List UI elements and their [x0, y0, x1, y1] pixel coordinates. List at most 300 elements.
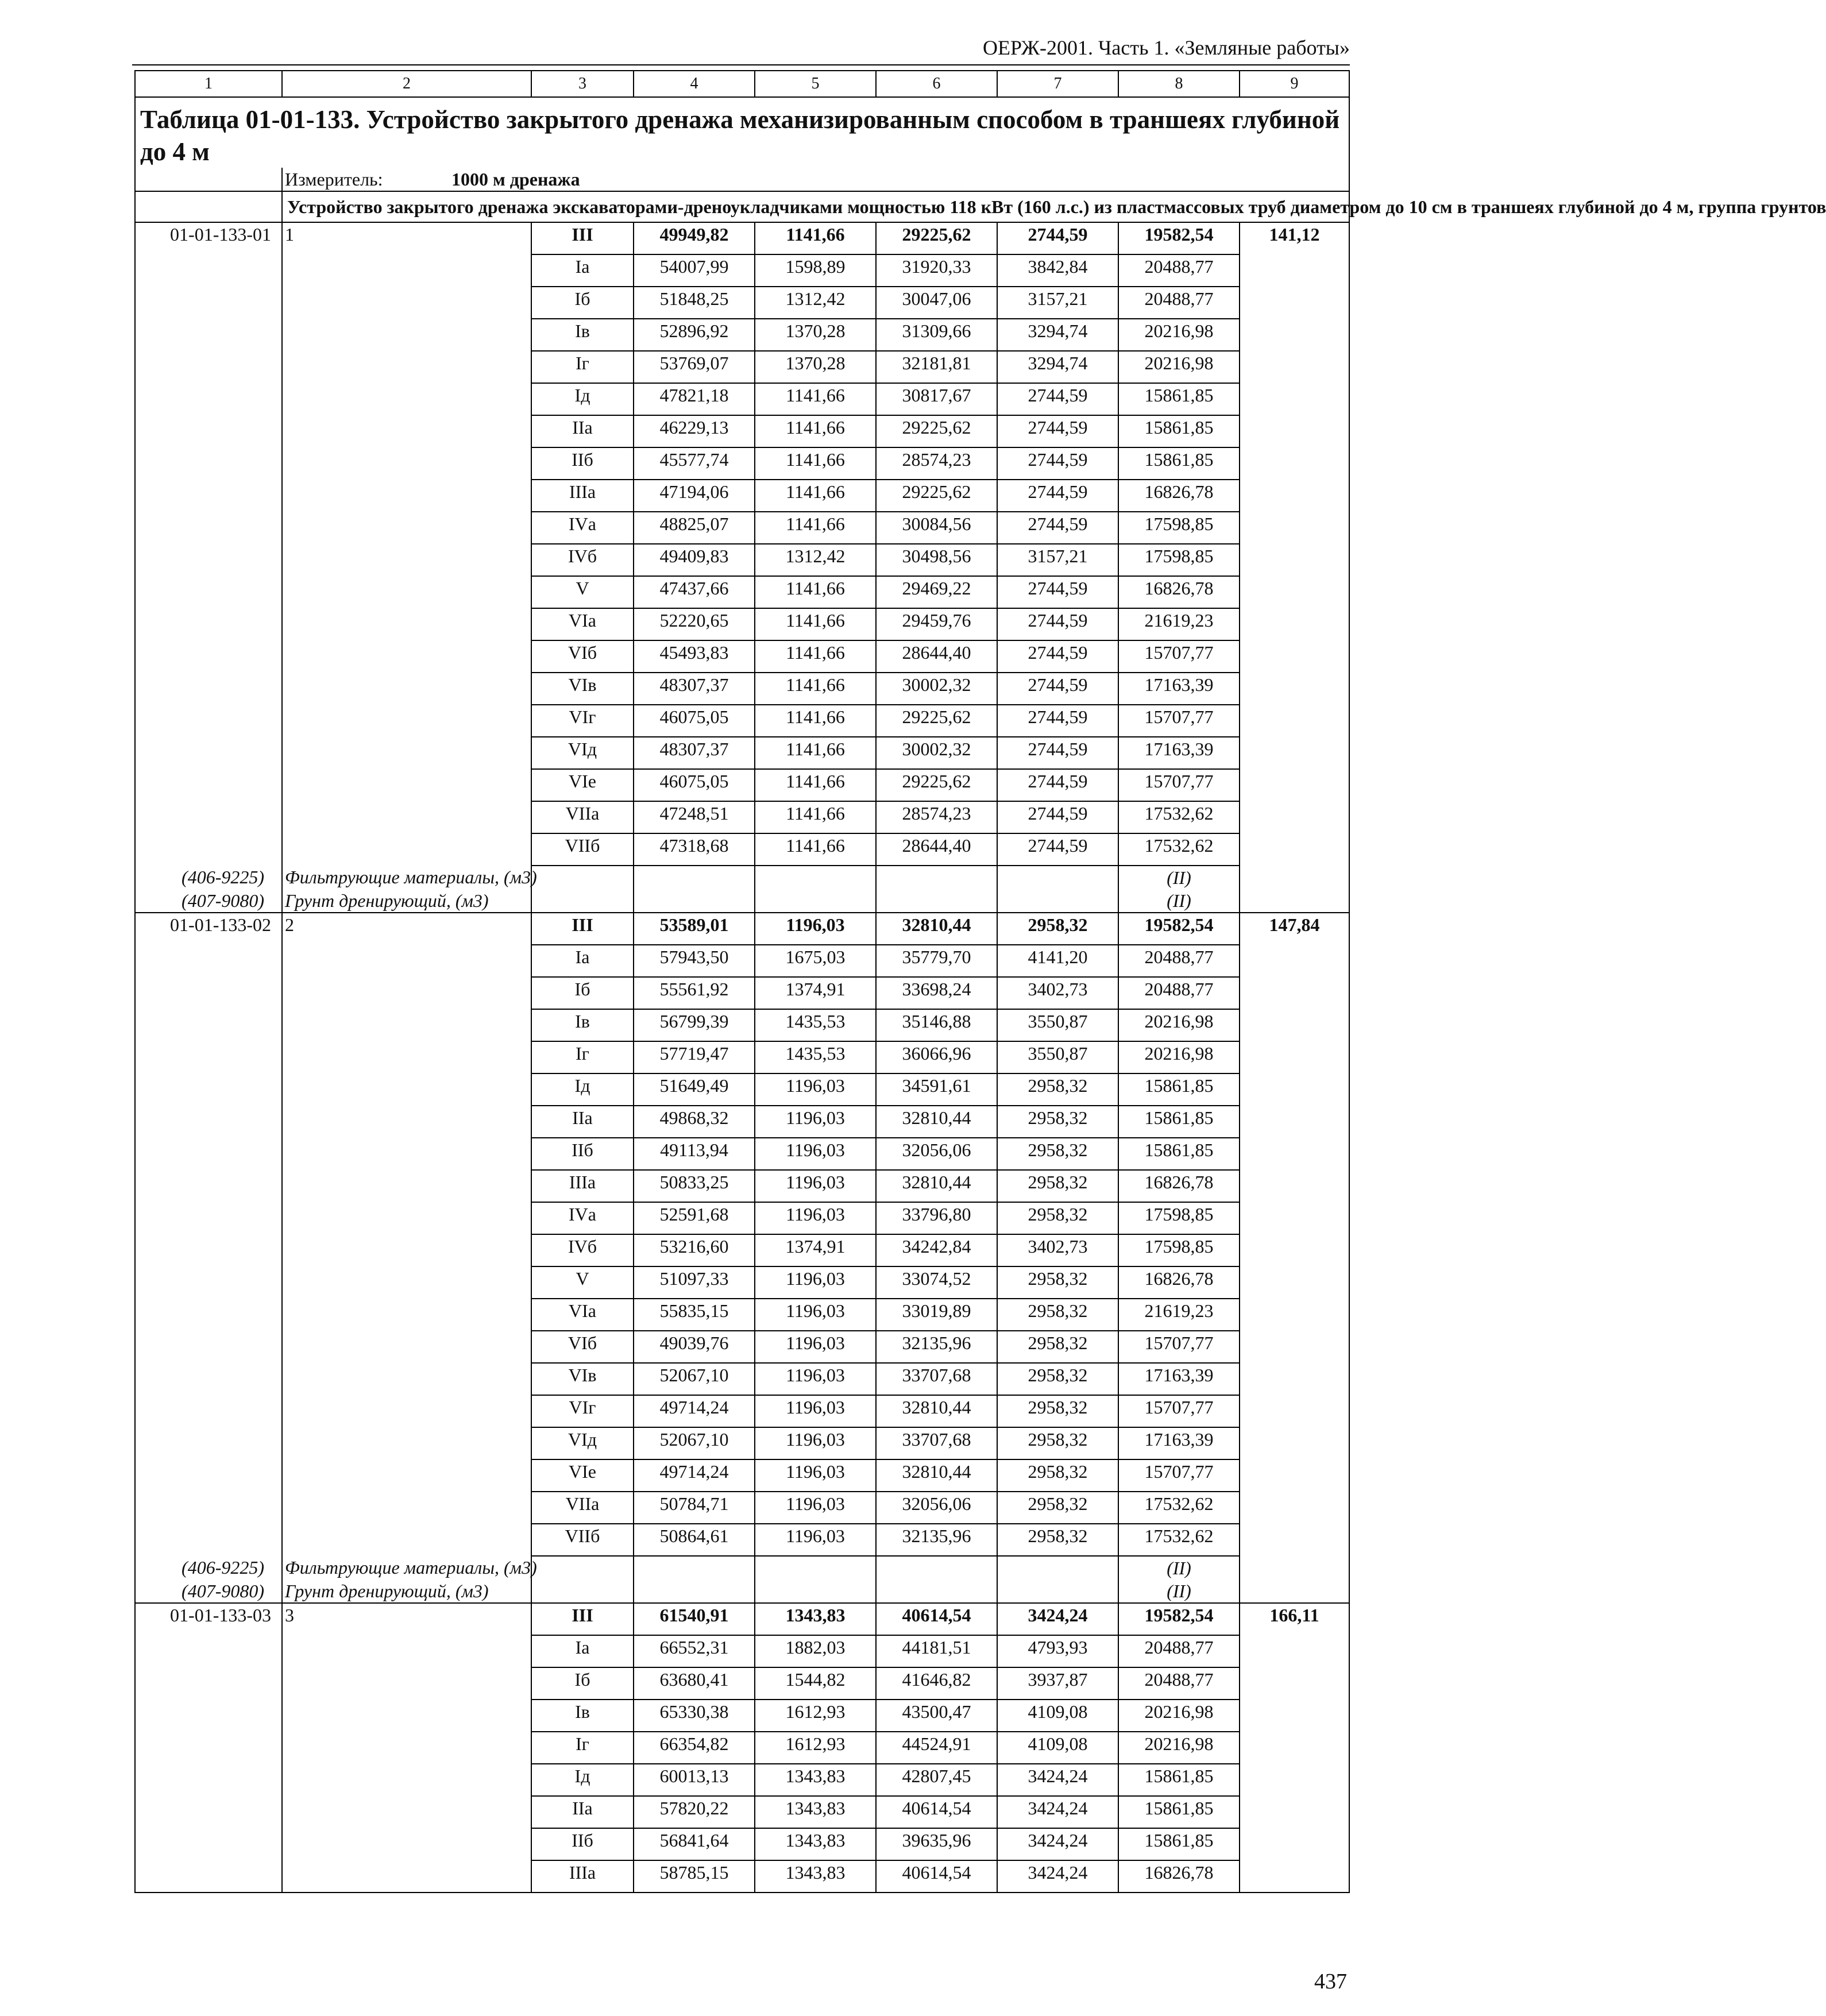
resource-name: Фильтрующие материалы, (м3) — [282, 1556, 531, 1579]
labor-empty — [1240, 977, 1349, 1009]
rate-number-empty — [282, 415, 531, 447]
rate-number: 3 — [282, 1603, 531, 1635]
soil-group: VIб — [531, 640, 634, 673]
value-cell: 1141,66 — [755, 383, 876, 415]
value-cell: 55835,15 — [634, 1299, 755, 1331]
value-cell: 16826,78 — [1118, 480, 1240, 512]
value-cell: 32810,44 — [876, 913, 997, 945]
value-cell: 17598,85 — [1118, 544, 1240, 576]
value-cell: 1374,91 — [755, 1234, 876, 1266]
labor-empty — [1240, 1266, 1349, 1299]
value-cell: 39635,96 — [876, 1828, 997, 1860]
value-cell: 1141,66 — [755, 480, 876, 512]
value-cell: 2744,59 — [997, 383, 1118, 415]
table-row — [135, 977, 1349, 1009]
value-cell: 2958,32 — [997, 1106, 1118, 1138]
value-cell: 1544,82 — [755, 1667, 876, 1700]
value-cell: 1141,66 — [755, 512, 876, 544]
title-cell — [135, 97, 1349, 168]
table-row — [135, 1667, 1349, 1700]
value-cell: 49714,24 — [634, 1459, 755, 1492]
soil-group: VIб — [531, 1331, 634, 1363]
soil-group: IIIа — [531, 480, 634, 512]
rate-code: 01-01-133-01 — [135, 222, 282, 254]
value-cell: 2958,32 — [997, 1170, 1118, 1202]
labor-empty — [1240, 1106, 1349, 1138]
rate-number-empty — [282, 737, 531, 769]
value-cell: 56799,39 — [634, 1009, 755, 1041]
description-row — [135, 191, 1349, 222]
column-number: 4 — [634, 71, 755, 97]
column-number: 6 — [876, 71, 997, 97]
rate-number-empty — [282, 640, 531, 673]
value-cell: 17598,85 — [1118, 1234, 1240, 1266]
rate-code-empty — [135, 1106, 282, 1138]
value-cell: 2744,59 — [997, 705, 1118, 737]
rate-number-empty — [282, 383, 531, 415]
value-cell: 42807,45 — [876, 1764, 997, 1796]
value-cell: 17598,85 — [1118, 512, 1240, 544]
value-cell: 30817,67 — [876, 383, 997, 415]
value-cell: 61540,91 — [634, 1603, 755, 1635]
labor-empty — [1240, 1828, 1349, 1860]
value-cell: 3937,87 — [997, 1667, 1118, 1700]
table-row — [135, 1202, 1349, 1234]
table-row — [135, 801, 1349, 833]
value-cell: 1435,53 — [755, 1009, 876, 1041]
soil-group: Iд — [531, 1073, 634, 1106]
table-row — [135, 1299, 1349, 1331]
soil-group: Iа — [531, 1635, 634, 1667]
soil-group: III — [531, 913, 634, 945]
value-cell: 45493,83 — [634, 640, 755, 673]
rate-code-empty — [135, 1299, 282, 1331]
table-row — [135, 480, 1349, 512]
value-cell: 51097,33 — [634, 1266, 755, 1299]
rate-code-empty — [135, 608, 282, 640]
table-row — [135, 705, 1349, 737]
rate-number-empty — [282, 480, 531, 512]
labor-empty — [1240, 1635, 1349, 1667]
soil-group: IIб — [531, 1828, 634, 1860]
value-cell: 65330,38 — [634, 1700, 755, 1732]
rate-number-empty — [282, 576, 531, 608]
rate-code-empty — [135, 1764, 282, 1796]
value-cell: 57719,47 — [634, 1041, 755, 1073]
value-cell: 40614,54 — [876, 1796, 997, 1828]
resource-row — [135, 866, 1349, 889]
document-header: ОЕРЖ-2001. Часть 1. «Земляные работы» — [983, 36, 1350, 59]
rate-number: 2 — [282, 913, 531, 945]
value-cell: 1141,66 — [755, 608, 876, 640]
rate-number-empty — [282, 1860, 531, 1893]
table-row — [135, 608, 1349, 640]
rate-code-empty — [135, 673, 282, 705]
value-cell: 1196,03 — [755, 1395, 876, 1427]
value-cell: 48825,07 — [634, 512, 755, 544]
rate-code-empty — [135, 287, 282, 319]
value-cell: 47437,66 — [634, 576, 755, 608]
table-row — [135, 512, 1349, 544]
resource-value: (II) — [1118, 1556, 1240, 1579]
empty-cell — [1240, 1556, 1349, 1579]
soil-group: VIе — [531, 769, 634, 801]
value-cell: 17163,39 — [1118, 673, 1240, 705]
value-cell: 40614,54 — [876, 1860, 997, 1893]
table-row — [135, 1073, 1349, 1106]
rate-code: 01-01-133-03 — [135, 1603, 282, 1635]
empty-cell — [1240, 889, 1349, 913]
rate-code-empty — [135, 415, 282, 447]
rate-number-empty — [282, 447, 531, 480]
resource-value: (II) — [1118, 1579, 1240, 1603]
value-cell: 30002,32 — [876, 673, 997, 705]
labor-empty — [1240, 1796, 1349, 1828]
soil-group: Iв — [531, 1700, 634, 1732]
rate-code-empty — [135, 480, 282, 512]
rate-code-empty — [135, 319, 282, 351]
value-cell: 28574,23 — [876, 801, 997, 833]
value-cell: 1141,66 — [755, 705, 876, 737]
rate-code-empty — [135, 833, 282, 866]
value-cell: 50784,71 — [634, 1492, 755, 1524]
rate-code-empty — [135, 254, 282, 287]
soil-group: VIIб — [531, 833, 634, 866]
value-cell: 1196,03 — [755, 1459, 876, 1492]
value-cell: 2744,59 — [997, 447, 1118, 480]
rate-number-empty — [282, 1138, 531, 1170]
soil-group: IIа — [531, 415, 634, 447]
value-cell: 48307,37 — [634, 737, 755, 769]
value-cell: 1343,83 — [755, 1828, 876, 1860]
table-row — [135, 544, 1349, 576]
table-row — [135, 1331, 1349, 1363]
value-cell: 1196,03 — [755, 1427, 876, 1459]
soil-group: IIа — [531, 1796, 634, 1828]
value-cell: 1343,83 — [755, 1603, 876, 1635]
table-row — [135, 1459, 1349, 1492]
value-cell: 2958,32 — [997, 1492, 1118, 1524]
soil-group: IVа — [531, 1202, 634, 1234]
value-cell: 20488,77 — [1118, 945, 1240, 977]
labor-empty — [1240, 1492, 1349, 1524]
value-cell: 17163,39 — [1118, 1363, 1240, 1395]
measure-value: 1000 м дренажа — [451, 169, 580, 190]
value-cell: 1196,03 — [755, 1073, 876, 1106]
rate-code-empty — [135, 769, 282, 801]
rate-code-empty — [135, 1041, 282, 1073]
value-cell: 15707,77 — [1118, 1395, 1240, 1427]
labor-empty — [1240, 1667, 1349, 1700]
value-cell: 2958,32 — [997, 1524, 1118, 1556]
labor-empty — [1240, 1138, 1349, 1170]
rate-code-empty — [135, 1524, 282, 1556]
value-cell: 29225,62 — [876, 415, 997, 447]
labor-empty — [1240, 737, 1349, 769]
resource-name: Фильтрующие материалы, (м3) — [282, 866, 531, 889]
value-cell: 3294,74 — [997, 319, 1118, 351]
resource-name: Грунт дренирующий, (м3) — [282, 889, 531, 913]
value-cell: 28644,40 — [876, 640, 997, 673]
value-cell: 2958,32 — [997, 1459, 1118, 1492]
description-spacer — [135, 191, 282, 222]
value-cell: 2958,32 — [997, 1138, 1118, 1170]
value-cell: 3424,24 — [997, 1796, 1118, 1828]
value-cell: 3424,24 — [997, 1603, 1118, 1635]
labor-empty — [1240, 576, 1349, 608]
soil-group: Iб — [531, 1667, 634, 1700]
value-cell: 1196,03 — [755, 1138, 876, 1170]
title-row — [135, 97, 1349, 168]
rate-number-empty — [282, 945, 531, 977]
value-cell: 1374,91 — [755, 977, 876, 1009]
value-cell: 54007,99 — [634, 254, 755, 287]
column-number: 1 — [135, 71, 282, 97]
table-row — [135, 576, 1349, 608]
rate-code-empty — [135, 576, 282, 608]
resource-value: (II) — [1118, 889, 1240, 913]
soil-group: VIв — [531, 1363, 634, 1395]
rate-code-empty — [135, 1073, 282, 1106]
value-cell: 31309,66 — [876, 319, 997, 351]
value-cell: 48307,37 — [634, 673, 755, 705]
table-row — [135, 1732, 1349, 1764]
value-cell: 32810,44 — [876, 1459, 997, 1492]
empty-cell — [876, 1579, 997, 1603]
value-cell: 1343,83 — [755, 1860, 876, 1893]
value-cell: 30498,56 — [876, 544, 997, 576]
table-row — [135, 254, 1349, 287]
labor-empty — [1240, 1860, 1349, 1893]
labor-empty — [1240, 351, 1349, 383]
value-cell: 2744,59 — [997, 608, 1118, 640]
value-cell: 52067,10 — [634, 1363, 755, 1395]
labor-empty — [1240, 1395, 1349, 1427]
resource-code: (407-9080) — [135, 889, 282, 913]
soil-group: VIг — [531, 1395, 634, 1427]
value-cell: 2744,59 — [997, 737, 1118, 769]
column-number: 2 — [282, 71, 531, 97]
table-row — [135, 1860, 1349, 1893]
value-cell: 1196,03 — [755, 1170, 876, 1202]
empty-cell — [997, 1556, 1118, 1579]
value-cell: 1141,66 — [755, 447, 876, 480]
value-cell: 46229,13 — [634, 415, 755, 447]
rate-code-empty — [135, 512, 282, 544]
value-cell: 17163,39 — [1118, 737, 1240, 769]
labor-empty — [1240, 1459, 1349, 1492]
value-cell: 20488,77 — [1118, 977, 1240, 1009]
value-cell: 3424,24 — [997, 1764, 1118, 1796]
soil-group: Iг — [531, 1732, 634, 1764]
value-cell: 16826,78 — [1118, 1170, 1240, 1202]
value-cell: 33796,80 — [876, 1202, 997, 1234]
value-cell: 15861,85 — [1118, 1106, 1240, 1138]
value-cell: 1141,66 — [755, 673, 876, 705]
value-cell: 47248,51 — [634, 801, 755, 833]
value-cell: 1196,03 — [755, 913, 876, 945]
value-cell: 31920,33 — [876, 254, 997, 287]
value-cell: 15707,77 — [1118, 640, 1240, 673]
table-row — [135, 287, 1349, 319]
value-cell: 15707,77 — [1118, 1459, 1240, 1492]
rate-code-empty — [135, 1395, 282, 1427]
value-cell: 15861,85 — [1118, 1073, 1240, 1106]
value-cell: 2958,32 — [997, 1299, 1118, 1331]
value-cell: 1196,03 — [755, 1299, 876, 1331]
value-cell: 32810,44 — [876, 1106, 997, 1138]
table-row — [135, 383, 1349, 415]
empty-cell — [997, 1579, 1118, 1603]
value-cell: 1196,03 — [755, 1492, 876, 1524]
soil-group: IIб — [531, 1138, 634, 1170]
labor-empty — [1240, 705, 1349, 737]
value-cell: 17598,85 — [1118, 1202, 1240, 1234]
rate-code-empty — [135, 945, 282, 977]
description-text: Устройство закрытого дренажа экскаваторами-дреноукладчиками мощностью 118 кВт (160 л.с.) из пластмассовых труб диаметром до 10 см в траншеях глубиной до 4 м, группа грунтов — [282, 191, 1349, 222]
value-cell: 21619,23 — [1118, 608, 1240, 640]
labor-empty — [1240, 673, 1349, 705]
rate-number-empty — [282, 1524, 531, 1556]
value-cell: 20488,77 — [1118, 1635, 1240, 1667]
soil-group: IIа — [531, 1106, 634, 1138]
rate-code-empty — [135, 1202, 282, 1234]
soil-group: VIе — [531, 1459, 634, 1492]
soil-group: Iб — [531, 287, 634, 319]
labor-empty — [1240, 1202, 1349, 1234]
value-cell: 17163,39 — [1118, 1427, 1240, 1459]
labor-empty — [1240, 769, 1349, 801]
table-row — [135, 1041, 1349, 1073]
value-cell: 1196,03 — [755, 1363, 876, 1395]
rate-code-empty — [135, 977, 282, 1009]
value-cell: 33074,52 — [876, 1266, 997, 1299]
value-cell: 29225,62 — [876, 480, 997, 512]
empty-cell — [876, 889, 997, 913]
value-cell: 52591,68 — [634, 1202, 755, 1234]
value-cell: 20216,98 — [1118, 1041, 1240, 1073]
value-cell: 20216,98 — [1118, 319, 1240, 351]
value-cell: 2744,59 — [997, 769, 1118, 801]
resource-code: (407-9080) — [135, 1579, 282, 1603]
table-row — [135, 769, 1349, 801]
empty-cell — [997, 889, 1118, 913]
table-row — [135, 351, 1349, 383]
soil-group: VIд — [531, 737, 634, 769]
value-cell: 2744,59 — [997, 576, 1118, 608]
table-row — [135, 1266, 1349, 1299]
labor-empty — [1240, 1363, 1349, 1395]
resource-name: Грунт дренирующий, (м3) — [282, 1579, 531, 1603]
rate-number-empty — [282, 1073, 531, 1106]
labor-empty — [1240, 945, 1349, 977]
value-cell: 16826,78 — [1118, 1860, 1240, 1893]
value-cell: 16826,78 — [1118, 1266, 1240, 1299]
value-cell: 53216,60 — [634, 1234, 755, 1266]
rate-number-empty — [282, 1667, 531, 1700]
rate-code-empty — [135, 801, 282, 833]
measure-spacer — [135, 168, 282, 191]
table-row — [135, 833, 1349, 866]
soil-group: VIIа — [531, 801, 634, 833]
soil-group: IVб — [531, 1234, 634, 1266]
table-row — [135, 1395, 1349, 1427]
value-cell: 4109,08 — [997, 1732, 1118, 1764]
value-cell: 1312,42 — [755, 544, 876, 576]
empty-cell — [634, 1556, 755, 1579]
rate-code-empty — [135, 1331, 282, 1363]
rate-number-empty — [282, 1266, 531, 1299]
page-number: 437 — [1314, 1969, 1347, 1994]
rate-code-empty — [135, 1732, 282, 1764]
table-row — [135, 1170, 1349, 1202]
value-cell: 2958,32 — [997, 1202, 1118, 1234]
value-cell: 1141,66 — [755, 833, 876, 866]
value-cell: 47318,68 — [634, 833, 755, 866]
value-cell: 33019,89 — [876, 1299, 997, 1331]
resource-value: (II) — [1118, 866, 1240, 889]
soil-group: IVа — [531, 512, 634, 544]
table-row — [135, 319, 1349, 351]
value-cell: 58785,15 — [634, 1860, 755, 1893]
value-cell: 4141,20 — [997, 945, 1118, 977]
table-row — [135, 1828, 1349, 1860]
value-cell: 50833,25 — [634, 1170, 755, 1202]
value-cell: 33698,24 — [876, 977, 997, 1009]
table-row — [135, 1524, 1349, 1556]
empty-cell — [531, 1556, 634, 1579]
labor-empty — [1240, 1732, 1349, 1764]
value-cell: 2744,59 — [997, 833, 1118, 866]
value-cell: 49039,76 — [634, 1331, 755, 1363]
value-cell: 1612,93 — [755, 1732, 876, 1764]
rate-code-empty — [135, 1234, 282, 1266]
value-cell: 15861,85 — [1118, 1796, 1240, 1828]
soil-group: III — [531, 222, 634, 254]
rate-code-empty — [135, 1667, 282, 1700]
table-row — [135, 945, 1349, 977]
table-row — [135, 640, 1349, 673]
value-cell: 32056,06 — [876, 1138, 997, 1170]
rate-number-empty — [282, 1299, 531, 1331]
value-cell: 15861,85 — [1118, 1764, 1240, 1796]
labor-empty — [1240, 608, 1349, 640]
value-cell: 1370,28 — [755, 351, 876, 383]
rate-number-empty — [282, 977, 531, 1009]
rate-number-empty — [282, 287, 531, 319]
labor-empty — [1240, 415, 1349, 447]
labor-empty — [1240, 833, 1349, 866]
value-cell: 57820,22 — [634, 1796, 755, 1828]
value-cell: 1196,03 — [755, 1106, 876, 1138]
value-cell: 1612,93 — [755, 1700, 876, 1732]
soil-group: VIIб — [531, 1524, 634, 1556]
value-cell: 49113,94 — [634, 1138, 755, 1170]
rate-number-empty — [282, 1395, 531, 1427]
value-cell: 15861,85 — [1118, 1828, 1240, 1860]
rate-code-empty — [135, 1700, 282, 1732]
value-cell: 2744,59 — [997, 415, 1118, 447]
value-cell: 32056,06 — [876, 1492, 997, 1524]
value-cell: 32810,44 — [876, 1395, 997, 1427]
value-cell: 57943,50 — [634, 945, 755, 977]
resource-code: (406-9225) — [135, 1556, 282, 1579]
table-row — [135, 222, 1349, 254]
rate-code-empty — [135, 1363, 282, 1395]
table-row — [135, 1363, 1349, 1395]
soil-group: IIIа — [531, 1860, 634, 1893]
soil-group: IVб — [531, 544, 634, 576]
